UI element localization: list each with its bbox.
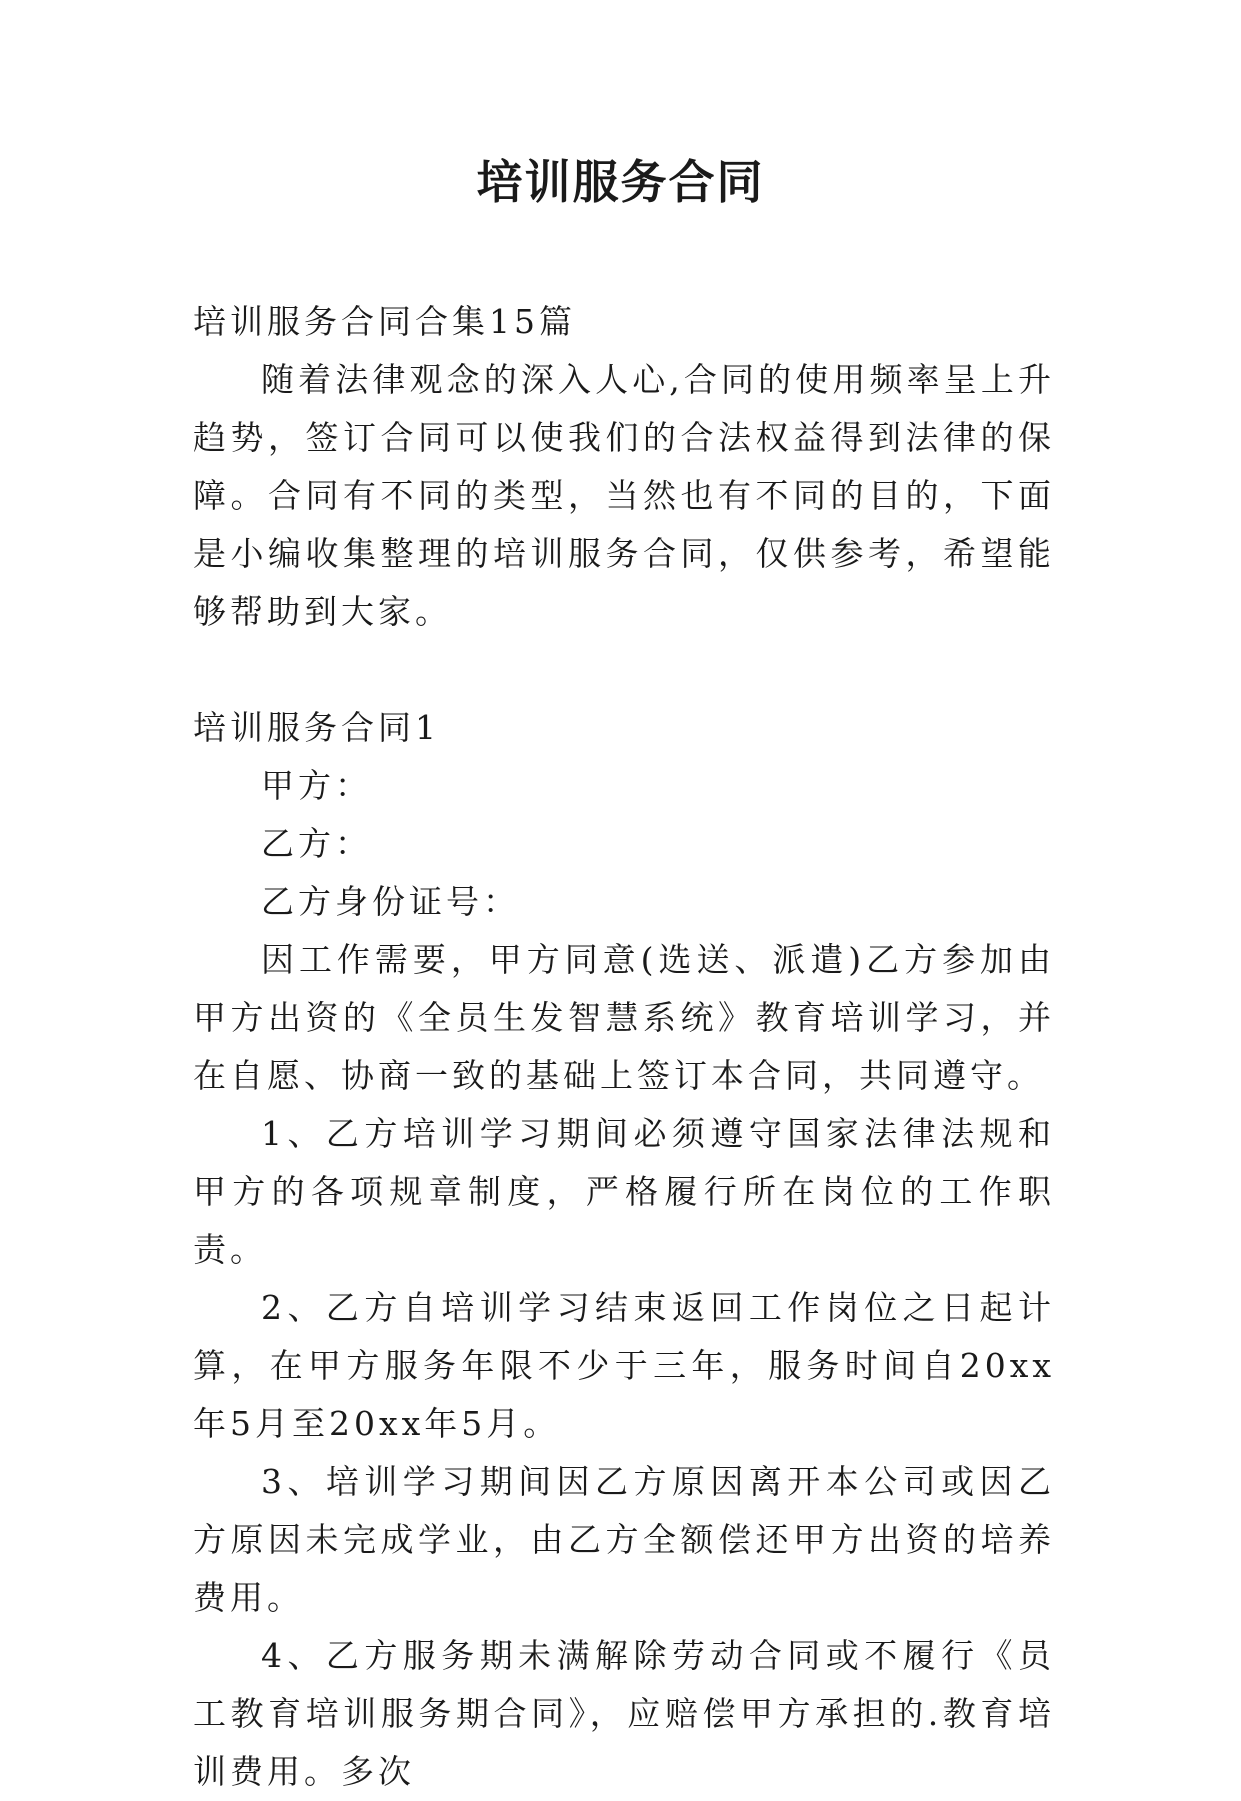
intro-paragraph: 随着法律观念的深入人心,合同的使用频率呈上升趋势，签订合同可以使我们的合法权益得到法律的保障。合同有不同的类型，当然也有不同的目的，下面是小编收集整理的培训服务合同，仅供参考，希望能够帮助到大家。 <box>193 360 1055 631</box>
clause-2: 2、乙方自培训学习结束返回工作岗位之日起计算，在甲方服务年限不少于三年，服务时间自20xx年5月至20xx年5月。 <box>193 1288 1055 1443</box>
party-a-line: 甲方： <box>261 766 372 805</box>
section-heading: 培训服务合同1 <box>193 708 440 747</box>
document-body <box>193 293 1055 1801</box>
clause-1: 1、乙方培训学习期间必须遵守国家法律法规和甲方的各项规章制度，严格履行所在岗位的工作职责。 <box>193 1114 1055 1269</box>
preamble-paragraph: 因工作需要，甲方同意(选送、派遣)乙方参加由甲方出资的《全员生发智慧系统》教育培训学习，并在自愿、协商一致的基础上签订本合同，共同遵守。 <box>193 940 1055 1095</box>
clause-3: 3、培训学习期间因乙方原因离开本公司或因乙方原因未完成学业，由乙方全额偿还甲方出资的培养费用。 <box>193 1462 1055 1617</box>
party-b-id-line: 乙方身份证号： <box>261 882 520 921</box>
paragraph-spacer <box>193 641 1055 699</box>
document-title: 培训服务合同 <box>476 155 765 209</box>
collection-heading: 培训服务合同合集15篇 <box>193 302 576 341</box>
clause-4: 4、乙方服务期未满解除劳动合同或不履行《员工教育培训服务期合同》，应赔偿甲方承担的.教育培训费用。多次 <box>193 1636 1055 1791</box>
party-b-line: 乙方： <box>261 824 372 863</box>
